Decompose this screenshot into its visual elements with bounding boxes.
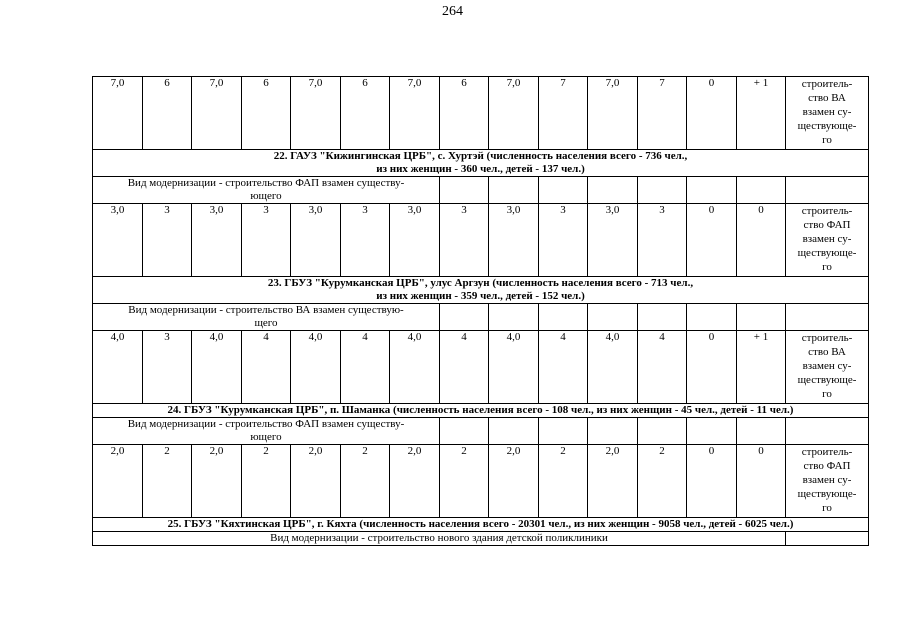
- data-cell: 0: [737, 204, 786, 277]
- data-cell: 7,0: [192, 77, 242, 150]
- data-cell: 4: [638, 331, 687, 404]
- empty-cell: [638, 418, 687, 445]
- data-cell: 4: [539, 331, 588, 404]
- data-cell: 0: [737, 445, 786, 518]
- data-cell: 4,0: [192, 331, 242, 404]
- data-cell: 4,0: [489, 331, 539, 404]
- institution-header: [93, 150, 869, 177]
- modernization-row: [93, 532, 869, 546]
- data-cell: 7,0: [489, 77, 539, 150]
- empty-cell: [588, 304, 638, 331]
- institution-header-line: 23. ГБУЗ "Курумканская ЦРБ", улус Аргзун (численность населения всего - 713 чел.,: [267, 277, 694, 289]
- data-cell: 2,0: [588, 445, 638, 518]
- modernization-table: [92, 76, 869, 546]
- data-cell: 4,0: [390, 331, 440, 404]
- data-cell: 7,0: [588, 77, 638, 150]
- note-cell: строитель- ство ФАП взамен су- ществующе- го: [786, 204, 869, 277]
- data-cell: 3: [143, 204, 192, 277]
- data-cell: 6: [440, 77, 489, 150]
- data-cell: 3: [242, 204, 291, 277]
- empty-cell: [588, 418, 638, 445]
- data-cell: 3,0: [588, 204, 638, 277]
- data-cell: 0: [687, 77, 737, 150]
- empty-cell: [786, 418, 869, 445]
- data-cell: 2: [242, 445, 291, 518]
- data-cell: 3,0: [291, 204, 341, 277]
- data-cell: 7,0: [390, 77, 440, 150]
- data-cell: 3: [440, 204, 489, 277]
- empty-cell: [786, 532, 869, 546]
- data-cell: 2: [638, 445, 687, 518]
- note-cell: строитель- ство ФАП взамен су- ществующе- го: [786, 445, 869, 518]
- modernization-type: Вид модернизации - строительство ВА взамен существую- щего: [93, 304, 440, 331]
- data-cell: 0: [687, 204, 737, 277]
- data-cell: 0: [687, 331, 737, 404]
- data-cell: 4,0: [93, 331, 143, 404]
- data-cell: 4,0: [291, 331, 341, 404]
- data-cell: 3,0: [489, 204, 539, 277]
- institution-header-line: из них женщин - 360 чел., детей - 137 чел.): [376, 163, 585, 175]
- institution-header: [93, 404, 869, 418]
- data-cell: 7: [638, 77, 687, 150]
- empty-cell: [440, 177, 489, 204]
- data-row: [93, 445, 869, 518]
- data-cell: 7,0: [291, 77, 341, 150]
- institution-header-line: 24. ГБУЗ "Курумканская ЦРБ", п. Шаманка (численность населения всего - 108 чел., из них женщин - 45 чел., детей - 11 чел.): [167, 404, 794, 416]
- data-cell: 2,0: [192, 445, 242, 518]
- empty-cell: [489, 418, 539, 445]
- page-number: 264: [442, 4, 463, 19]
- empty-cell: [638, 304, 687, 331]
- empty-cell: [539, 304, 588, 331]
- empty-cell: [687, 177, 737, 204]
- empty-cell: [489, 304, 539, 331]
- empty-cell: [440, 304, 489, 331]
- empty-cell: [687, 304, 737, 331]
- data-row: [93, 204, 869, 277]
- data-cell: 4: [440, 331, 489, 404]
- data-cell: 3: [539, 204, 588, 277]
- data-cell: 4,0: [588, 331, 638, 404]
- data-cell: 7: [539, 77, 588, 150]
- note-cell: строитель- ство ВА взамен су- ществующе- го: [786, 77, 869, 150]
- empty-cell: [440, 418, 489, 445]
- empty-cell: [786, 177, 869, 204]
- data-cell: 2,0: [291, 445, 341, 518]
- data-cell: 2: [143, 445, 192, 518]
- data-cell: 4: [242, 331, 291, 404]
- data-cell: 4: [341, 331, 390, 404]
- empty-cell: [539, 418, 588, 445]
- modernization-row: [93, 304, 869, 331]
- data-cell: 3,0: [390, 204, 440, 277]
- empty-cell: [489, 177, 539, 204]
- data-cell: 2,0: [93, 445, 143, 518]
- data-cell: 3: [341, 204, 390, 277]
- data-cell: 3: [143, 331, 192, 404]
- modernization-row: [93, 177, 869, 204]
- institution-header-row: [93, 518, 869, 532]
- empty-cell: [687, 418, 737, 445]
- empty-cell: [737, 304, 786, 331]
- empty-cell: [588, 177, 638, 204]
- data-cell: + 1: [737, 331, 786, 404]
- data-cell: 7,0: [93, 77, 143, 150]
- data-cell: 3: [638, 204, 687, 277]
- institution-header: [93, 277, 869, 304]
- data-cell: 0: [687, 445, 737, 518]
- empty-cell: [737, 177, 786, 204]
- empty-cell: [638, 177, 687, 204]
- institution-header-line: из них женщин - 359 чел., детей - 152 чел.): [376, 290, 585, 302]
- modernization-row: [93, 418, 869, 445]
- modernization-type: Вид модернизации - строительство ФАП взамен существу- ющего: [93, 177, 440, 204]
- note-cell: строитель- ство ВА взамен су- ществующе- го: [786, 331, 869, 404]
- data-cell: 6: [242, 77, 291, 150]
- institution-header-line: 22. ГАУЗ "Кижингинская ЦРБ", с. Хуртэй (численность населения всего - 736 чел.,: [273, 150, 688, 162]
- empty-cell: [539, 177, 588, 204]
- institution-header-row: [93, 404, 869, 418]
- data-cell: 3,0: [93, 204, 143, 277]
- data-cell: 2: [539, 445, 588, 518]
- modernization-type: Вид модернизации - строительство ФАП взамен существу- ющего: [93, 418, 440, 445]
- empty-cell: [786, 304, 869, 331]
- data-cell: 2: [440, 445, 489, 518]
- data-cell: 6: [143, 77, 192, 150]
- data-cell: + 1: [737, 77, 786, 150]
- empty-cell: [737, 418, 786, 445]
- data-row: [93, 331, 869, 404]
- institution-header-row: [93, 277, 869, 304]
- institution-header-line: 25. ГБУЗ "Кяхтинская ЦРБ", г. Кяхта (численность населения всего - 20301 чел., из них женщин - 9058 чел., детей - 6025 чел.): [167, 518, 794, 530]
- data-cell: 2: [341, 445, 390, 518]
- data-row: [93, 77, 869, 150]
- institution-header-row: [93, 150, 869, 177]
- institution-header: [93, 518, 869, 532]
- data-cell: 6: [341, 77, 390, 150]
- data-cell: 3,0: [192, 204, 242, 277]
- data-cell: 2,0: [390, 445, 440, 518]
- modernization-type: Вид модернизации - строительство нового здания детской поликлиники: [93, 532, 786, 546]
- data-cell: 2,0: [489, 445, 539, 518]
